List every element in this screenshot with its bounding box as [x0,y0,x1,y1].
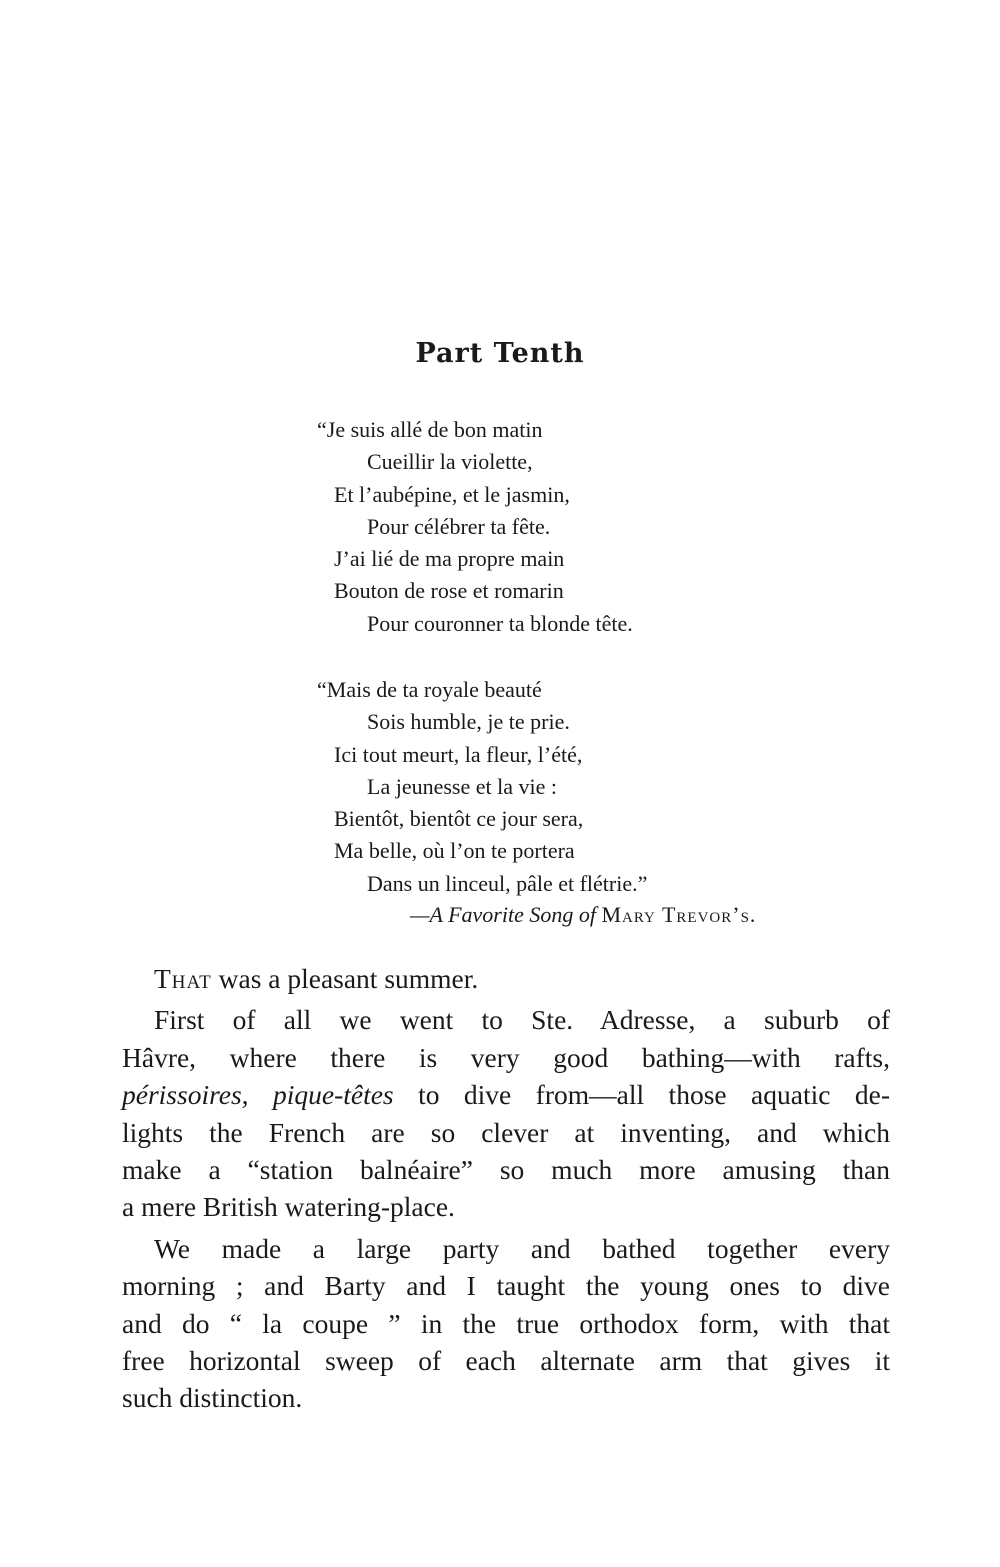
verse-line: Dans un linceul, pâle et flétrie.” [367,870,648,896]
body-text [122,960,890,1417]
epigraph-attribution [410,902,756,928]
italic-french-terms: périssoires, pique-têtes [122,1079,394,1111]
epigraph-stanza-1 [317,414,633,640]
verse-line: Ici tout meurt, la fleur, l’été, [334,741,583,767]
text-line: make a “station balnéaire” so much more amusing than [122,1154,890,1186]
part-heading: Part Tenth [415,338,585,369]
text-line-rest: to dive from—all those aquatic de- [418,1079,890,1111]
paragraph-1 [122,960,890,997]
verse-line: Bientôt, bientôt ce jour sera, [334,806,584,832]
attribution-prefix: —A Favorite Song of [410,902,596,927]
text-line: lights the French are so clever at inventing, and which [122,1116,890,1148]
text-line: such distinction. [122,1382,303,1414]
text-line: We made a large party and bathed together every [154,1232,890,1264]
verse-line: Pour couronner ta blonde tête. [367,610,633,636]
text-line: free horizontal sweep of each alternate arm that gives it [122,1345,890,1377]
verse-line: “Je suis allé de bon matin [317,417,543,442]
attribution-name: Mary Trevor’s. [601,902,757,927]
verse-line: “Mais de ta royale beauté [317,677,542,702]
text-line: and do “ la coupe ” in the true orthodox form, with that [122,1307,890,1339]
verse-line: Cueillir la violette, [367,449,533,475]
verse-line: Et l’aubépine, et le jasmin, [334,481,570,507]
epigraph-stanza-2 [317,674,647,900]
text-line: a mere British watering-place. [122,1191,455,1223]
verse-line: La jeunesse et la vie : [367,773,557,799]
verse-line: Sois humble, je te prie. [367,709,570,735]
verse-line: Pour célébrer ta fête. [367,513,551,539]
verse-line: Bouton de rose et romarin [334,578,564,604]
paragraph-lead-word: That [154,963,212,994]
text-line [122,1076,890,1113]
verse-line: Ma belle, où l’on te portera [334,838,575,864]
text-line: was a pleasant summer. [218,963,479,994]
verse-line: J’ai lié de ma propre main [334,546,565,572]
text-line: morning ; and Barty and I taught the young ones to dive [122,1270,890,1302]
text-line: Hâvre, where there is very good bathing—with rafts, [122,1041,890,1073]
text-line: First of all we went to Ste. Adresse, a suburb of [154,1004,890,1036]
